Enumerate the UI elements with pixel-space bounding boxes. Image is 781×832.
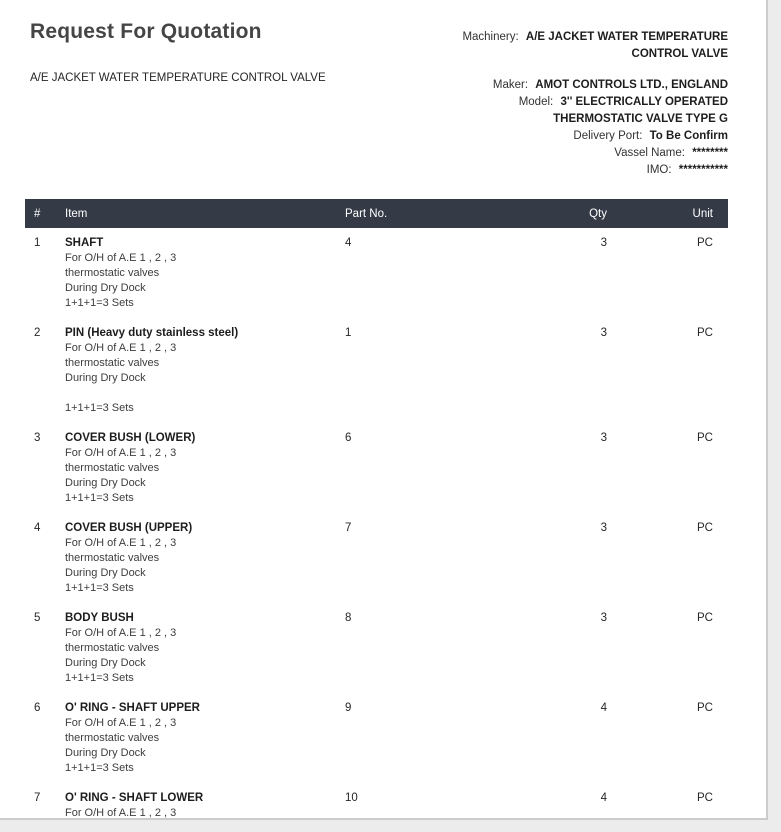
qty-cell: 4: [600, 792, 607, 804]
model-value: 3'' ELECTRICALLY OPERATED: [560, 96, 728, 108]
item-description-line: For O/H of A.E 1 , 2 , 3: [65, 807, 177, 819]
table-row: [25, 431, 728, 506]
info-maker: [462, 77, 728, 94]
info-model-cont: [462, 111, 728, 128]
part-no-cell: 10: [345, 792, 358, 804]
delivery-port-label: Delivery Port:: [573, 130, 643, 142]
row-number: 3: [34, 432, 41, 444]
row-number: 4: [34, 522, 41, 534]
page-title: Request For Quotation: [30, 20, 262, 43]
qty-cell: 3: [600, 612, 607, 624]
part-no-cell: 9: [345, 702, 352, 714]
table-row: [25, 236, 728, 311]
column-header-unit: Unit: [692, 207, 713, 220]
unit-cell: PC: [697, 522, 713, 534]
info-machinery-cont: [462, 46, 728, 63]
document-subtitle: A/E JACKET WATER TEMPERATURE CONTROL VALVE: [30, 72, 326, 84]
part-no-cell: 8: [345, 612, 352, 624]
item-description-line: 1+1+1=3 Sets: [65, 402, 134, 414]
item-name: O' RING - SHAFT LOWER: [65, 792, 204, 804]
unit-cell: PC: [697, 327, 713, 339]
part-no-cell: 7: [345, 522, 352, 534]
table-row: [25, 611, 728, 686]
info-imo: [462, 162, 728, 179]
unit-cell: PC: [697, 432, 713, 444]
item-name: COVER BUSH (UPPER): [65, 522, 193, 534]
machinery-value-cont: CONTROL VALVE: [631, 48, 728, 60]
item-description-line: During Dry Dock: [65, 372, 146, 384]
table-row: [25, 791, 728, 820]
item-description-line: During Dry Dock: [65, 477, 146, 489]
quotation-info: [462, 29, 728, 199]
item-description-line: For O/H of A.E 1 , 2 , 3: [65, 252, 177, 264]
item-name: BODY BUSH: [65, 612, 134, 624]
model-label: Model:: [518, 96, 554, 108]
item-cell: [65, 326, 345, 416]
item-description-line: thermostatic valves: [65, 267, 160, 279]
item-description-line: thermostatic valves: [65, 642, 160, 654]
table-row: [25, 521, 728, 596]
unit-cell: PC: [697, 792, 713, 804]
qty-cell: 3: [600, 237, 607, 249]
item-description-line: For O/H of A.E 1 , 2 , 3: [65, 447, 177, 459]
unit-cell: PC: [697, 702, 713, 714]
item-name: PIN (Heavy duty stainless steel): [65, 327, 239, 339]
table-header-row: [25, 199, 728, 228]
qty-cell: 3: [600, 432, 607, 444]
unit-cell: PC: [697, 612, 713, 624]
machinery-label: Machinery:: [462, 31, 519, 43]
item-cell: [65, 236, 345, 311]
item-description-line: During Dry Dock: [65, 747, 146, 759]
item-description-line: thermostatic valves: [65, 552, 160, 564]
item-description-line: For O/H of A.E 1 , 2 , 3: [65, 537, 177, 549]
row-number: 5: [34, 612, 41, 624]
item-description-line: thermostatic valves: [65, 462, 160, 474]
info-vassel-name: [462, 145, 728, 162]
item-name: O' RING - SHAFT UPPER: [65, 702, 200, 714]
item-description-line: For O/H of A.E 1 , 2 , 3: [65, 627, 177, 639]
item-name: COVER BUSH (LOWER): [65, 432, 196, 444]
row-number: 7: [34, 792, 41, 804]
qty-cell: 4: [600, 702, 607, 714]
model-value-cont: THERMOSTATIC VALVE TYPE G: [553, 113, 728, 125]
item-description-line: For O/H of A.E 1 , 2 , 3: [65, 342, 177, 354]
item-description-line: For O/H of A.E 1 , 2 , 3: [65, 717, 177, 729]
part-no-cell: 6: [345, 432, 352, 444]
item-description-line: 1+1+1=3 Sets: [65, 672, 134, 684]
item-description-line: 1+1+1=3 Sets: [65, 492, 134, 504]
column-header-number: #: [34, 207, 41, 220]
table-row: [25, 701, 728, 776]
document-header: [0, 20, 766, 199]
info-gap: [462, 63, 728, 77]
column-header-qty: Qty: [589, 207, 607, 220]
item-description-line: 1+1+1=3 Sets: [65, 297, 134, 309]
item-description-line: During Dry Dock: [65, 567, 146, 579]
table-row: [25, 326, 728, 416]
vassel-name-label: Vassel Name:: [614, 147, 685, 159]
item-description-line: 1+1+1=3 Sets: [65, 582, 134, 594]
imo-value: ***********: [678, 164, 728, 176]
column-header-item: Item: [65, 207, 88, 220]
row-number: 6: [34, 702, 41, 714]
unit-cell: PC: [697, 237, 713, 249]
imo-label: IMO:: [646, 164, 672, 176]
item-description-line: During Dry Dock: [65, 657, 146, 669]
item-description-line: 1+1+1=3 Sets: [65, 762, 134, 774]
qty-cell: 3: [600, 327, 607, 339]
table-body: [25, 228, 728, 820]
items-table: [25, 199, 728, 820]
vassel-name-value: ********: [692, 147, 728, 159]
info-machinery: [462, 29, 728, 46]
item-name: SHAFT: [65, 237, 104, 249]
maker-label: Maker:: [492, 79, 529, 91]
maker-value: AMOT CONTROLS LTD., ENGLAND: [535, 79, 728, 91]
item-description-line: thermostatic valves: [65, 732, 160, 744]
machinery-value: A/E JACKET WATER TEMPERATURE: [525, 31, 728, 43]
header-left: [30, 20, 400, 199]
delivery-port-value: To Be Confirm: [649, 130, 728, 142]
row-number: 1: [34, 237, 41, 249]
info-model: [462, 94, 728, 111]
item-description-line: [65, 386, 345, 401]
row-number: 2: [34, 327, 41, 339]
item-cell: [65, 611, 345, 686]
item-description-line: thermostatic valves: [65, 357, 160, 369]
item-cell: [65, 701, 345, 776]
part-no-cell: 4: [345, 237, 352, 249]
item-description-line: During Dry Dock: [65, 282, 146, 294]
column-header-part-no: Part No.: [345, 207, 388, 220]
item-cell: [65, 521, 345, 596]
part-no-cell: 1: [345, 327, 352, 339]
info-delivery-port: [462, 128, 728, 145]
qty-cell: 3: [600, 522, 607, 534]
item-cell: [65, 431, 345, 506]
item-cell: [65, 791, 345, 820]
